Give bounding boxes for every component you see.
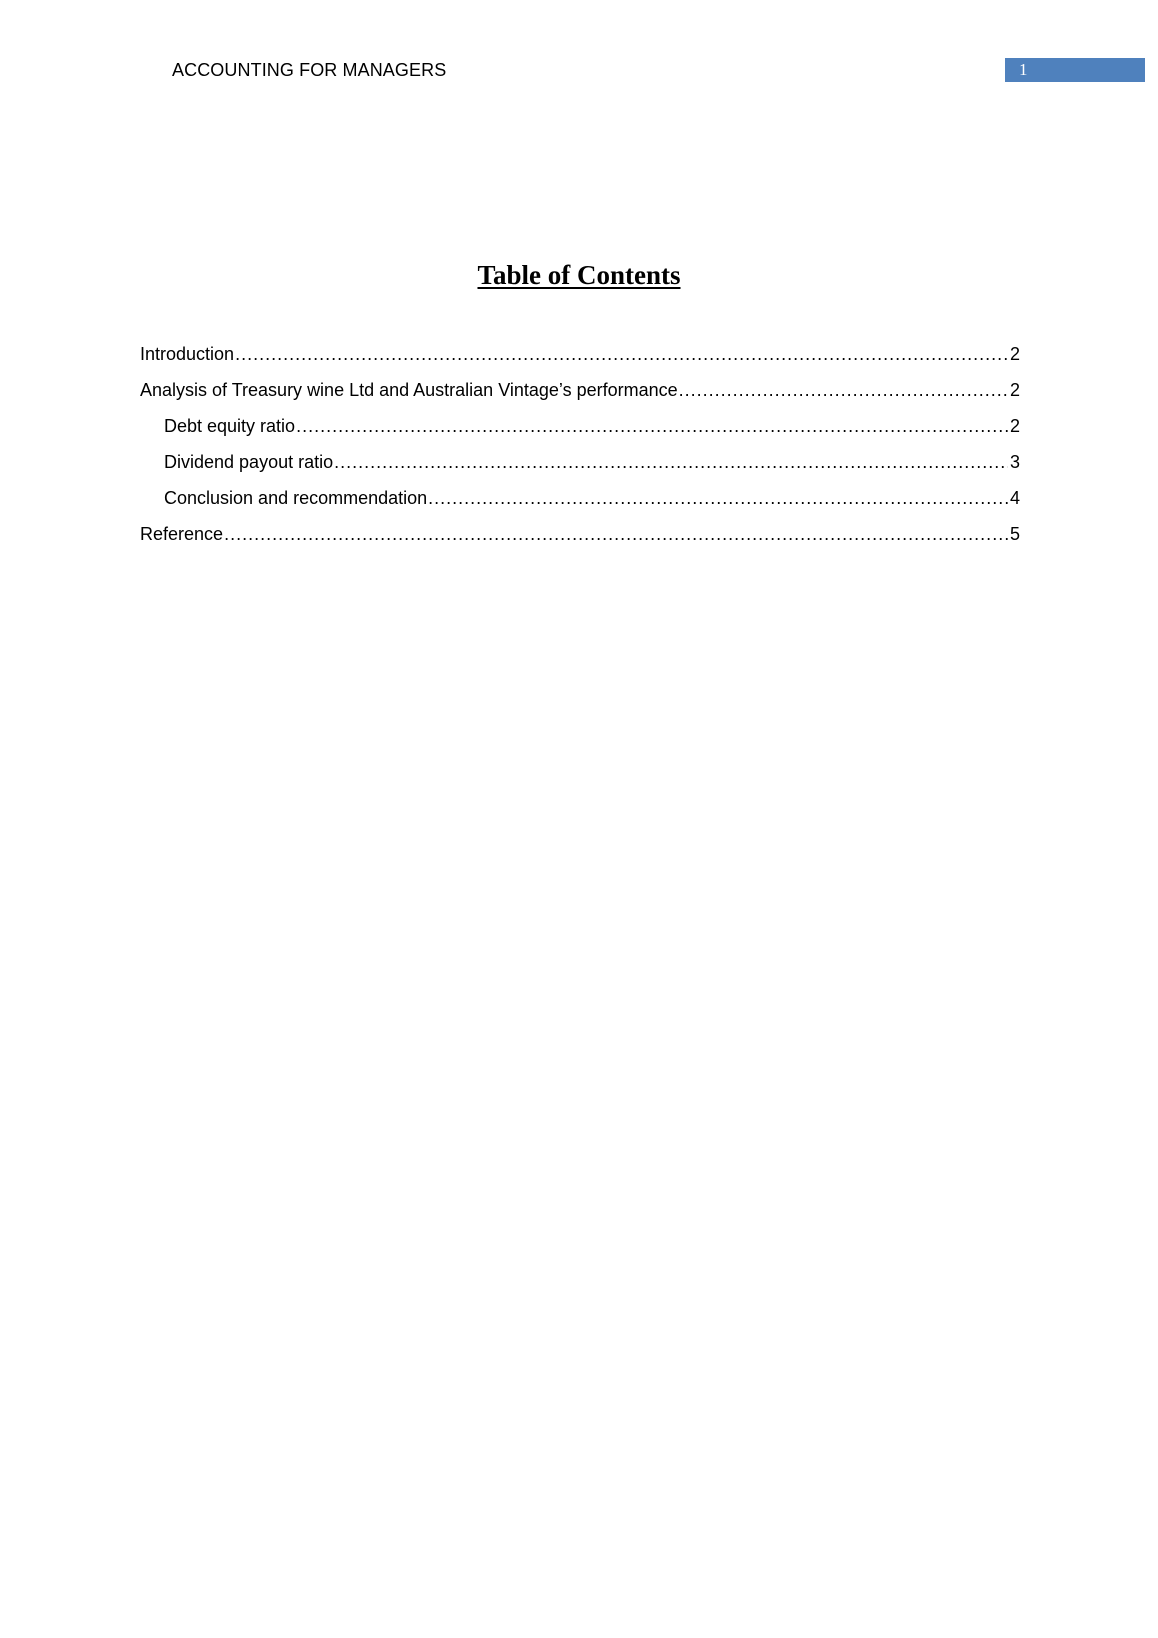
toc-entry-label: Analysis of Treasury wine Ltd and Australian Vintage’s performance	[140, 380, 678, 400]
toc-entry-debt-equity-ratio[interactable]	[140, 414, 1020, 450]
toc-entry-dividend-payout-ratio[interactable]	[140, 450, 1020, 486]
toc-entry-page: 2	[1009, 416, 1020, 436]
toc-entry-page: 4	[1009, 488, 1020, 508]
toc-entry-label: Debt equity ratio	[164, 416, 296, 436]
toc-entry-reference[interactable]	[140, 522, 1020, 558]
toc-entry-label: Dividend payout ratio	[164, 452, 334, 472]
toc-dot-leader	[235, 342, 1008, 366]
toc-entry-introduction[interactable]	[140, 342, 1020, 378]
toc-entry-label: Conclusion and recommendation	[164, 488, 428, 508]
page-number-badge: 1	[1005, 58, 1145, 82]
toc-dot-leader	[224, 522, 1008, 546]
toc-entry-page: 2	[1009, 344, 1020, 364]
toc-entry-page: 3	[1009, 452, 1020, 472]
toc-list	[140, 342, 1020, 558]
toc-entry-page: 5	[1009, 524, 1020, 544]
toc-entry-label: Reference	[140, 524, 224, 544]
toc-dot-leader	[296, 414, 1008, 438]
toc-entry-label: Introduction	[140, 344, 235, 364]
toc-entry-conclusion[interactable]	[140, 486, 1020, 522]
toc-entry-analysis[interactable]	[140, 378, 1020, 414]
toc-dot-leader	[334, 450, 1008, 474]
running-header-title: ACCOUNTING FOR MANAGERS	[172, 60, 447, 80]
toc-entry-page: 2	[1009, 380, 1020, 400]
toc-dot-leader	[679, 378, 1008, 402]
toc-heading: Table of Contents	[477, 260, 681, 290]
toc-dot-leader	[428, 486, 1008, 510]
